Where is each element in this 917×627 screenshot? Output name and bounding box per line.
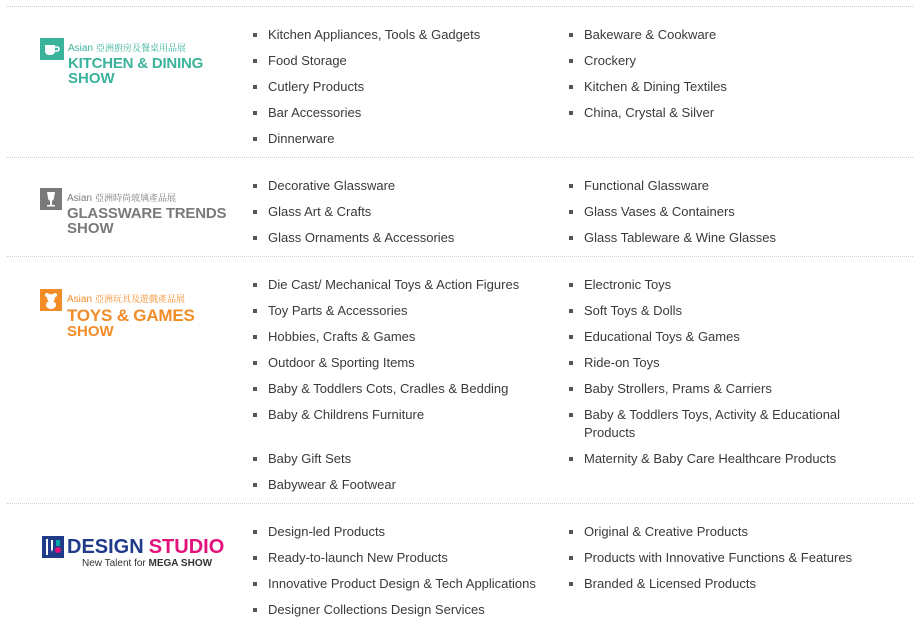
list-item[interactable]: Innovative Product Design & Tech Applications [253,575,563,593]
list-item[interactable]: Baby Strollers, Prams & Carriers [569,380,844,398]
wine-glass-icon [40,188,62,210]
toys-categories-col2 [569,276,844,476]
logo-asian-text: Asian [67,193,93,204]
list-item[interactable]: Baby & Childrens Furniture [253,406,553,424]
list-item[interactable]: Educational Toys & Games [569,328,844,346]
list-item[interactable]: Crockery [569,52,869,70]
list-item[interactable]: Maternity & Baby Care Healthcare Products [569,450,844,468]
list-item[interactable]: Kitchen Appliances, Tools & Gadgets [253,26,553,44]
list-item[interactable]: Products with Innovative Functions & Features [569,549,889,567]
logo-title: GLASSWARE TRENDS [67,205,227,222]
section-divider [7,157,913,158]
list-item[interactable]: Designer Collections Design Services [253,601,563,619]
logo-show: SHOW [67,323,114,340]
list-item[interactable]: Cutlery Products [253,78,553,96]
list-item[interactable]: Baby & Toddlers Cots, Cradles & Bedding [253,380,553,398]
logo-chinese-text: 亞洲時尚玻璃產品展 [95,193,177,203]
logo-chinese-text: 亞洲玩具及遊戲產品展 [95,294,186,304]
kitchen-categories-col2 [569,26,869,130]
logo-title: KITCHEN & DINING [68,55,204,72]
list-item[interactable]: Outdoor & Sporting Items [253,354,553,372]
list-item[interactable]: Ready-to-launch New Products [253,549,563,567]
list-item[interactable]: Bar Accessories [253,104,553,122]
logo-word-design: DESIGN [67,536,144,558]
logo-chinese-text: 亞洲廚房及餐桌用品展 [96,43,187,53]
list-item[interactable]: Die Cast/ Mechanical Toys & Action Figures [253,276,553,294]
list-item[interactable]: Baby & Toddlers Toys, Activity & Educational Products [569,406,844,442]
list-item[interactable]: Kitchen & Dining Textiles [569,78,869,96]
section-divider [7,256,913,257]
list-item[interactable]: Electronic Toys [569,276,844,294]
logo-asian-text: Asian [68,43,94,54]
section-divider [7,503,913,504]
kitchen-categories-col1 [253,26,553,156]
list-item[interactable]: Babywear & Footwear [253,476,553,494]
list-item[interactable]: Design-led Products [253,523,563,541]
logo-show: SHOW [68,70,115,87]
list-item[interactable]: Soft Toys & Dolls [569,302,844,320]
coffee-cup-icon [40,38,64,60]
logo-show: SHOW [67,220,114,237]
kitchen-dining-logo[interactable] [40,38,230,86]
glassware-categories-col1 [253,177,553,255]
toys-categories-col1 [253,276,553,502]
teddy-bear-icon [40,289,62,311]
logo-title: TOYS & GAMES [67,306,195,325]
design-categories-col2 [569,523,889,601]
top-divider [7,6,913,7]
list-item[interactable]: Bakeware & Cookware [569,26,869,44]
list-item[interactable]: Toy Parts & Accessories [253,302,553,320]
toys-games-logo[interactable] [40,289,230,339]
list-item[interactable]: Branded & Licensed Products [569,575,889,593]
logo-tagline-prefix: New Talent for [82,558,149,569]
logo-tagline-bold: MEGA SHOW [148,558,213,569]
list-item[interactable]: Glass Ornaments & Accessories [253,229,553,247]
list-item[interactable]: Functional Glassware [569,177,869,195]
logo-word-studio: STUDIO [148,536,225,558]
list-item[interactable]: Glass Vases & Containers [569,203,869,221]
list-item[interactable]: Ride-on Toys [569,354,844,372]
glassware-categories-col2 [569,177,869,255]
design-categories-col1 [253,523,563,627]
list-item[interactable]: Dinnerware [253,130,553,148]
list-item[interactable]: Hobbies, Crafts & Games [253,328,553,346]
list-item[interactable]: Food Storage [253,52,553,70]
list-item[interactable]: China, Crystal & Silver [569,104,869,122]
logo-asian-text: Asian [67,294,93,305]
design-studio-logo[interactable] [42,536,242,570]
glassware-trends-logo[interactable] [40,188,230,236]
list-item[interactable]: Decorative Glassware [253,177,553,195]
design-tools-icon [42,536,64,558]
list-item[interactable]: Glass Art & Crafts [253,203,553,221]
list-item[interactable]: Glass Tableware & Wine Glasses [569,229,869,247]
list-item[interactable]: Original & Creative Products [569,523,889,541]
logo-tagline [82,558,242,570]
list-item[interactable]: Baby Gift Sets [253,450,553,468]
